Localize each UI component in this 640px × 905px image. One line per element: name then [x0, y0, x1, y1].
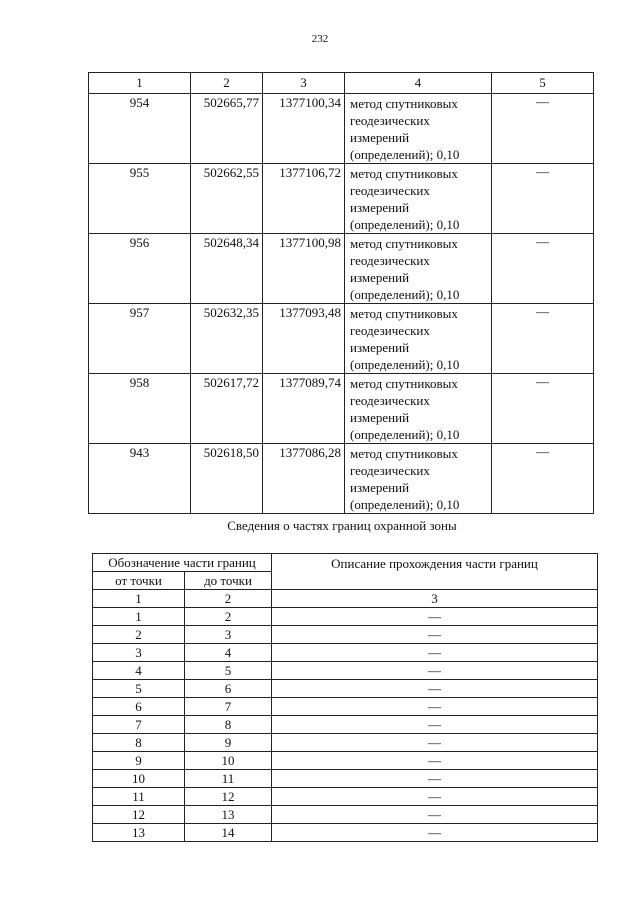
index-cell-3: 3	[272, 590, 598, 608]
from-point: 11	[93, 788, 185, 806]
header-part-designation: Обозначение части границ	[93, 554, 272, 572]
part-description: —	[272, 698, 598, 716]
part-description: —	[272, 752, 598, 770]
table-row	[89, 444, 594, 514]
table-row	[93, 626, 598, 644]
from-point: 4	[93, 662, 185, 680]
table-row	[93, 716, 598, 734]
part-description: —	[272, 716, 598, 734]
part-description: —	[272, 680, 598, 698]
column-header-2: 2	[191, 73, 263, 94]
part-description: —	[272, 770, 598, 788]
to-point: 14	[185, 824, 272, 842]
method-description: метод спутниковых геодезических измерений (определений); 0,10	[345, 374, 492, 444]
from-point: 13	[93, 824, 185, 842]
from-point: 7	[93, 716, 185, 734]
part-description: —	[272, 806, 598, 824]
table-row	[89, 234, 594, 304]
table-row	[93, 608, 598, 626]
table-row	[93, 662, 598, 680]
coordinate-x: 502632,35	[191, 304, 263, 374]
table-row	[89, 374, 594, 444]
header-to-point: до точки	[185, 572, 272, 590]
column-header-3: 3	[263, 73, 345, 94]
from-point: 9	[93, 752, 185, 770]
coordinate-x: 502648,34	[191, 234, 263, 304]
coordinate-x: 502617,72	[191, 374, 263, 444]
method-description: метод спутниковых геодезических измерений (определений); 0,10	[345, 164, 492, 234]
part-description: —	[272, 662, 598, 680]
table-row	[93, 644, 598, 662]
note: —	[492, 374, 594, 444]
table-row	[89, 94, 594, 164]
method-description: метод спутниковых геодезических измерений (определений); 0,10	[345, 304, 492, 374]
to-point: 6	[185, 680, 272, 698]
to-point: 5	[185, 662, 272, 680]
table-row	[93, 752, 598, 770]
coordinate-y: 1377100,34	[263, 94, 345, 164]
part-description: —	[272, 608, 598, 626]
column-header-1: 1	[89, 73, 191, 94]
note: —	[492, 304, 594, 374]
table-row	[93, 806, 598, 824]
boundary-header-row	[93, 554, 598, 572]
from-point: 3	[93, 644, 185, 662]
header-description: Описание прохождения части границ	[272, 554, 598, 590]
index-cell-1: 1	[93, 590, 185, 608]
coordinate-x: 502662,55	[191, 164, 263, 234]
coordinate-y: 1377089,74	[263, 374, 345, 444]
note: —	[492, 444, 594, 514]
coordinate-y: 1377100,98	[263, 234, 345, 304]
from-point: 8	[93, 734, 185, 752]
from-point: 10	[93, 770, 185, 788]
coordinate-y: 1377086,28	[263, 444, 345, 514]
part-description: —	[272, 626, 598, 644]
point-number: 955	[89, 164, 191, 234]
method-description: метод спутниковых геодезических измерений (определений); 0,10	[345, 444, 492, 514]
coordinate-x: 502618,50	[191, 444, 263, 514]
index-cell-2: 2	[185, 590, 272, 608]
coordinate-y: 1377106,72	[263, 164, 345, 234]
coordinates-table	[88, 72, 594, 514]
from-point: 1	[93, 608, 185, 626]
method-description: метод спутниковых геодезических измерений (определений); 0,10	[345, 234, 492, 304]
point-number: 956	[89, 234, 191, 304]
to-point: 9	[185, 734, 272, 752]
point-number: 958	[89, 374, 191, 444]
table-row	[89, 164, 594, 234]
point-number: 954	[89, 94, 191, 164]
table-row	[93, 698, 598, 716]
note: —	[492, 164, 594, 234]
note: —	[492, 94, 594, 164]
header-from-point: от точки	[93, 572, 185, 590]
part-description: —	[272, 644, 598, 662]
to-point: 3	[185, 626, 272, 644]
to-point: 8	[185, 716, 272, 734]
to-point: 12	[185, 788, 272, 806]
from-point: 6	[93, 698, 185, 716]
to-point: 7	[185, 698, 272, 716]
note: —	[492, 234, 594, 304]
from-point: 2	[93, 626, 185, 644]
coordinates-header-row	[89, 73, 594, 94]
point-number: 943	[89, 444, 191, 514]
table-row	[93, 680, 598, 698]
column-header-4: 4	[345, 73, 492, 94]
table-row	[93, 824, 598, 842]
boundary-parts-table	[92, 553, 598, 842]
column-header-5: 5	[492, 73, 594, 94]
table-row	[93, 770, 598, 788]
part-description: —	[272, 734, 598, 752]
to-point: 4	[185, 644, 272, 662]
point-number: 957	[89, 304, 191, 374]
coordinate-x: 502665,77	[191, 94, 263, 164]
method-description: метод спутниковых геодезических измерений (определений); 0,10	[345, 94, 492, 164]
part-description: —	[272, 824, 598, 842]
to-point: 13	[185, 806, 272, 824]
table-row	[93, 734, 598, 752]
section-title: Сведения о частях границ охранной зоны	[227, 518, 457, 533]
boundary-index-row	[93, 590, 598, 608]
table-row	[89, 304, 594, 374]
to-point: 10	[185, 752, 272, 770]
from-point: 12	[93, 806, 185, 824]
to-point: 2	[185, 608, 272, 626]
to-point: 11	[185, 770, 272, 788]
page-number: 232	[311, 33, 329, 45]
from-point: 5	[93, 680, 185, 698]
part-description: —	[272, 788, 598, 806]
coordinate-y: 1377093,48	[263, 304, 345, 374]
table-row	[93, 788, 598, 806]
